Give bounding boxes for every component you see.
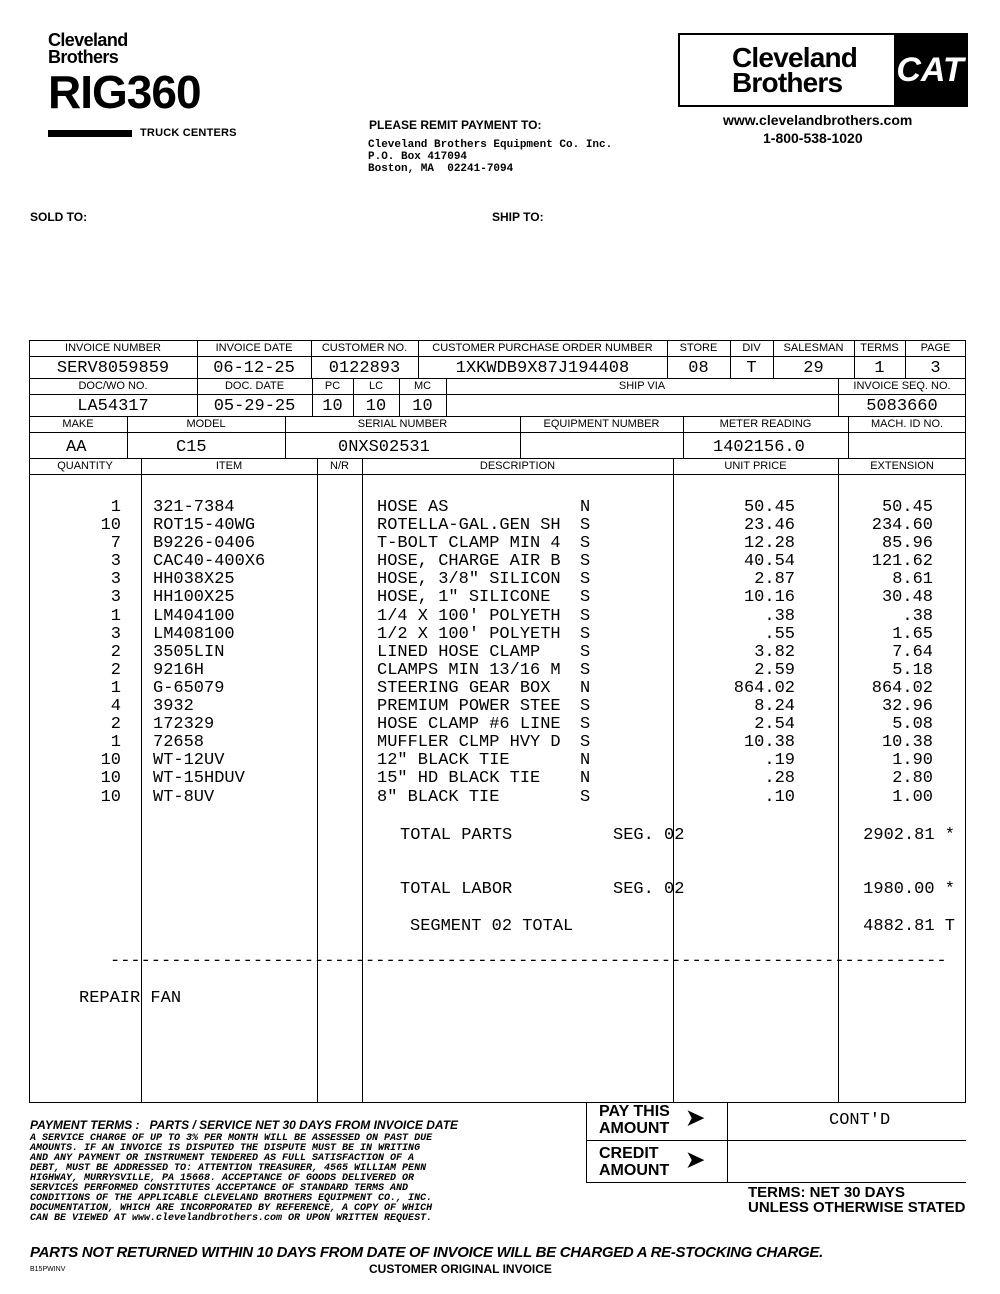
store: 08 bbox=[688, 359, 709, 378]
line-unit-price: 864.02 bbox=[733, 678, 795, 698]
sold-to-label: SOLD TO: bbox=[30, 210, 88, 224]
logo-box-cleveland: Cleveland bbox=[732, 42, 858, 73]
line-item: WT-8UV bbox=[153, 787, 215, 807]
line-item: B9226-0406 bbox=[153, 534, 256, 554]
line-description: 8" BLACK TIE bbox=[377, 787, 500, 807]
total-labor-amount: 1980.00 * bbox=[863, 880, 955, 899]
pay-arrow-icon: ➤ bbox=[686, 1105, 705, 1130]
total-parts-label: TOTAL PARTS bbox=[400, 826, 513, 845]
mach-id-label: MACH. ID NO. bbox=[870, 418, 944, 430]
mc-label: MC bbox=[413, 380, 432, 392]
line-unit-price: .19 bbox=[764, 751, 795, 771]
line-description: T-BOLT CLAMP MIN 4 bbox=[377, 534, 561, 554]
make-label: MAKE bbox=[62, 418, 94, 430]
logo-bar bbox=[48, 130, 132, 137]
line-extension: 864.02 bbox=[871, 678, 933, 698]
page-label: PAGE bbox=[920, 342, 951, 354]
line-flag: S bbox=[580, 606, 591, 626]
line-quantity: 2 bbox=[110, 642, 121, 662]
line-unit-price: .55 bbox=[764, 624, 795, 644]
repair-note: REPAIR FAN bbox=[79, 989, 182, 1008]
dashed-separator: ---------------------------------------------------------------------------------- bbox=[110, 952, 947, 971]
salesman-label: SALESMAN bbox=[783, 342, 844, 354]
line-quantity: 4 bbox=[110, 697, 121, 717]
logo-rig360-text: RIG360 bbox=[48, 66, 201, 118]
line-item: LM408100 bbox=[153, 624, 235, 644]
line-extension: 7.64 bbox=[892, 642, 933, 662]
line-description: HOSE CLAMP #6 LINE bbox=[377, 715, 561, 735]
line-flag: S bbox=[580, 552, 591, 572]
total-labor-label: TOTAL LABOR bbox=[400, 880, 513, 899]
line-extension: 5.18 bbox=[892, 660, 933, 680]
line-description: CLAMPS MIN 13/16 M bbox=[377, 660, 561, 680]
po-number-label: CUSTOMER PURCHASE ORDER NUMBER bbox=[432, 342, 653, 354]
line-item: 3932 bbox=[153, 697, 194, 717]
doc-date-label: DOC. DATE bbox=[224, 380, 285, 392]
line-description: STEERING GEAR BOX bbox=[377, 678, 551, 698]
line-item: CAC40-400X6 bbox=[153, 552, 266, 572]
total-parts-seg: SEG. 02 bbox=[613, 826, 685, 845]
logo-truck-centers-text: TRUCK CENTERS bbox=[140, 127, 237, 139]
line-unit-price: 40.54 bbox=[743, 552, 795, 572]
item-header: ITEM bbox=[215, 460, 243, 472]
line-quantity: 1 bbox=[110, 733, 121, 753]
meter-label: METER READING bbox=[719, 418, 812, 430]
extension-header: EXTENSION bbox=[870, 460, 934, 472]
line-description: 1/2 X 100' POLYETH bbox=[377, 624, 561, 644]
line-extension: 10.38 bbox=[881, 733, 933, 753]
cleveland-cat-logo bbox=[678, 33, 968, 107]
line-item: ROT15-40WG bbox=[153, 516, 256, 536]
line-item: WT-12UV bbox=[153, 751, 225, 771]
line-unit-price: .28 bbox=[764, 769, 795, 789]
line-extension: 121.62 bbox=[871, 552, 933, 572]
line-quantity: 7 bbox=[110, 534, 121, 554]
line-description: PREMIUM POWER STEE bbox=[377, 697, 561, 717]
line-flag: S bbox=[580, 697, 591, 717]
line-extension: 30.48 bbox=[881, 588, 933, 608]
line-quantity: 10 bbox=[100, 769, 121, 789]
invoice-number-label: INVOICE NUMBER bbox=[65, 342, 161, 354]
equipment-label: EQUIPMENT NUMBER bbox=[543, 418, 660, 430]
line-extension: 2.80 bbox=[892, 769, 933, 789]
line-flag: N bbox=[580, 769, 591, 789]
line-unit-price: 50.45 bbox=[743, 498, 795, 517]
remit-label: PLEASE REMIT PAYMENT TO: bbox=[369, 118, 542, 132]
meter-reading: 1402156.0 bbox=[713, 438, 805, 457]
line-description: HOSE, 1" SILICONE bbox=[377, 588, 551, 608]
po-number: 1XKWDB9X87J194408 bbox=[455, 359, 630, 378]
line-flag: N bbox=[580, 751, 591, 771]
doc-wo: LA54317 bbox=[77, 397, 149, 416]
line-extension: 32.96 bbox=[881, 697, 933, 717]
website: www.clevelandbrothers.com bbox=[723, 112, 913, 128]
store-label: STORE bbox=[679, 342, 718, 354]
customer-no: 0122893 bbox=[328, 359, 401, 378]
terms-label: TERMS bbox=[860, 342, 899, 354]
pc: 10 bbox=[322, 397, 343, 416]
line-unit-price: .10 bbox=[764, 787, 795, 807]
quantity-column bbox=[40, 499, 121, 807]
description-header: DESCRIPTION bbox=[479, 460, 556, 472]
invoice-date: 06-12-25 bbox=[213, 359, 295, 378]
line-unit-price: 2.59 bbox=[754, 660, 795, 680]
remit-line1: Cleveland Brothers Equipment Co. Inc. bbox=[368, 139, 613, 151]
line-flag: S bbox=[580, 516, 591, 536]
model: C15 bbox=[176, 438, 207, 457]
line-description: HOSE AS bbox=[377, 498, 449, 517]
logo-brothers-text: Brothers bbox=[48, 47, 119, 67]
div: T bbox=[746, 359, 757, 378]
restocking-notice: PARTS NOT RETURNED WITHIN 10 DAYS FROM DATE OF INVOICE WILL BE CHARGED A RE-STOCKING CHARGE. bbox=[30, 1244, 823, 1261]
line-extension: 1.00 bbox=[892, 787, 933, 807]
line-item: G-65079 bbox=[153, 678, 225, 698]
remit-line3: Boston, MA 02241-7094 bbox=[368, 163, 514, 175]
line-extension: 85.96 bbox=[881, 534, 933, 554]
line-unit-price: 23.46 bbox=[743, 516, 795, 536]
line-flag: N bbox=[580, 498, 591, 517]
phone: 1-800-538-1020 bbox=[763, 130, 863, 146]
line-quantity: 3 bbox=[110, 552, 121, 572]
description-column bbox=[377, 499, 577, 807]
line-item: WT-15HDUV bbox=[153, 769, 245, 789]
line-quantity: 2 bbox=[110, 715, 121, 735]
line-extension: 1.90 bbox=[892, 751, 933, 771]
line-flag: S bbox=[580, 588, 591, 608]
remit-line2: P.O. Box 417094 bbox=[368, 151, 468, 163]
line-unit-price: 10.38 bbox=[743, 733, 795, 753]
doc-wo-label: DOC/WO NO. bbox=[78, 380, 148, 392]
line-extension: 8.61 bbox=[892, 570, 933, 590]
line-item: 172329 bbox=[153, 715, 215, 735]
line-flag: S bbox=[580, 624, 591, 644]
nr-header: N/R bbox=[330, 460, 349, 472]
line-unit-price: 10.16 bbox=[743, 588, 795, 608]
line-extension: 5.08 bbox=[892, 715, 933, 735]
line-item: LM404100 bbox=[153, 606, 235, 626]
line-extension: 234.60 bbox=[871, 516, 933, 536]
segment-total-label: SEGMENT 02 TOTAL bbox=[410, 917, 574, 936]
line-description: ROTELLA-GAL.GEN SH bbox=[377, 516, 561, 536]
unit-price-header: UNIT PRICE bbox=[724, 460, 787, 472]
logo-cleveland-text: Cleveland bbox=[48, 30, 128, 50]
line-description: HOSE, 3/8" SILICON bbox=[377, 570, 561, 590]
model-label: MODEL bbox=[186, 418, 226, 430]
credit-amount-label: CREDIT AMOUNT bbox=[599, 1145, 670, 1179]
item-column bbox=[153, 499, 313, 807]
line-description: MUFFLER CLMP HVY D bbox=[377, 733, 561, 753]
doc-date: 05-29-25 bbox=[213, 397, 296, 416]
ship-via-label: SHIP VIA bbox=[618, 380, 666, 392]
line-flag: S bbox=[580, 642, 591, 662]
line-item: 72658 bbox=[153, 733, 205, 753]
customer-no-label: CUSTOMER NO. bbox=[321, 342, 408, 354]
payment-terms-fine-print: A SERVICE CHARGE OF UP TO 3% PER MONTH WILL BE ASSESSED ON PAST DUE AMOUNTS. IF AN INVOICE IS DISPUTED THE DISPUTE MUST BE IN WRITING AND ANY PAYMENT OR INSTRUMENT TENDERED AS FULL SATISFACTION OF A DEBT, MUST BE ADDRESSED TO: ATTENTION TREASURER, 4565 WILLIAM PENN HIGHWAY, MURRYSVILLE, PA 15668. ACCEPTANCE OF GOODS DELIVERED OR SERVICES PERFORMED CONSTITUTES ACCEPTANCE OF STANDARD TERMS AND CONDITIONS OF THE APPLICABLE CLEVELAND BROTHERS EQUIPMENT CO., INC. DOCUMENTATION, WHICH ARE INCORPORATED BY REFERENCE, A COPY OF WHICH CAN BE VIEWED AT www.clevelandbrothers.com OR UPON WRITTEN REQUEST. bbox=[30, 1133, 433, 1224]
payment-terms-title: PAYMENT TERMS : PARTS / SERVICE NET 30 DAYS FROM INVOICE DATE bbox=[30, 1118, 459, 1132]
line-quantity: 3 bbox=[110, 570, 121, 590]
line-quantity: 3 bbox=[110, 588, 121, 608]
rig360-logo bbox=[48, 32, 248, 142]
serial-number: 0NXS02531 bbox=[338, 438, 430, 457]
lc: 10 bbox=[365, 397, 387, 416]
form-code: B15PWINV bbox=[30, 1266, 66, 1273]
terms-net-line2: UNLESS OTHERWISE STATED bbox=[748, 1199, 966, 1216]
quantity-header: QUANTITY bbox=[57, 460, 113, 472]
line-description: 12" BLACK TIE bbox=[377, 751, 510, 771]
line-unit-price: 12.28 bbox=[743, 534, 795, 554]
line-description: 1/4 X 100' POLYETH bbox=[377, 606, 561, 626]
line-quantity: 1 bbox=[110, 678, 121, 698]
line-flag: S bbox=[580, 733, 591, 753]
cat-logo: CAT bbox=[894, 35, 966, 105]
line-flag: S bbox=[580, 534, 591, 554]
unit-price-column bbox=[680, 499, 795, 807]
line-unit-price: .38 bbox=[764, 606, 795, 626]
line-quantity: 3 bbox=[110, 624, 121, 644]
line-quantity: 10 bbox=[100, 516, 121, 536]
line-quantity: 1 bbox=[110, 606, 121, 626]
line-unit-price: 2.87 bbox=[754, 570, 795, 590]
line-item: 321-7384 bbox=[153, 498, 235, 517]
line-flag: S bbox=[580, 787, 591, 807]
line-unit-price: 8.24 bbox=[754, 697, 795, 717]
line-item: 9216H bbox=[153, 660, 205, 680]
logo-box-brothers: Brothers bbox=[732, 67, 843, 98]
copy-label: CUSTOMER ORIGINAL INVOICE bbox=[369, 1262, 552, 1276]
div-label: DIV bbox=[742, 342, 761, 354]
page: 3 bbox=[930, 359, 941, 378]
pc-label: PC bbox=[324, 380, 341, 392]
lc-label: LC bbox=[368, 380, 384, 392]
line-item: HH100X25 bbox=[153, 588, 235, 608]
invoice-seq: 5083660 bbox=[866, 397, 938, 416]
invoice-seq-label: INVOICE SEQ. NO. bbox=[853, 380, 951, 392]
line-quantity: 10 bbox=[100, 751, 121, 771]
line-quantity: 10 bbox=[100, 787, 121, 807]
terms-net-line1: TERMS: NET 30 DAYS bbox=[748, 1184, 905, 1201]
credit-arrow-icon: ➤ bbox=[686, 1147, 705, 1172]
invoice-date-label: INVOICE DATE bbox=[215, 342, 293, 354]
line-extension: .38 bbox=[902, 606, 933, 626]
line-quantity: 1 bbox=[110, 498, 121, 517]
line-flag: S bbox=[580, 715, 591, 735]
line-unit-price: 3.82 bbox=[754, 642, 795, 662]
salesman: 29 bbox=[803, 359, 824, 378]
serial-label: SERIAL NUMBER bbox=[357, 418, 448, 430]
line-flag: S bbox=[580, 570, 591, 590]
segment-total-amount: 4882.81 T bbox=[863, 917, 955, 936]
line-flag: N bbox=[580, 678, 591, 698]
extension-column bbox=[840, 499, 933, 807]
make: AA bbox=[66, 438, 87, 457]
line-extension: 1.65 bbox=[892, 624, 933, 644]
line-item: 3505LIN bbox=[153, 642, 225, 662]
line-quantity: 2 bbox=[110, 660, 121, 680]
invoice-number: SERV8059859 bbox=[56, 359, 170, 378]
total-parts-amount: 2902.81 * bbox=[863, 826, 955, 845]
pay-this-amount-value: CONT'D bbox=[829, 1111, 891, 1130]
ship-to-label: SHIP TO: bbox=[492, 210, 544, 224]
nr-flag-column bbox=[580, 499, 600, 807]
line-item: HH038X25 bbox=[153, 570, 235, 590]
total-labor-seg: SEG. 02 bbox=[613, 880, 685, 899]
terms: 1 bbox=[874, 359, 885, 378]
line-extension: 50.45 bbox=[881, 498, 933, 517]
line-flag: S bbox=[580, 660, 591, 680]
pay-this-amount-label: PAY THIS AMOUNT bbox=[599, 1103, 670, 1137]
mc: 10 bbox=[412, 397, 433, 416]
line-description: LINED HOSE CLAMP bbox=[377, 642, 541, 662]
line-description: HOSE, CHARGE AIR B bbox=[377, 552, 561, 572]
line-description: 15" HD BLACK TIE bbox=[377, 769, 541, 789]
line-unit-price: 2.54 bbox=[754, 715, 795, 735]
